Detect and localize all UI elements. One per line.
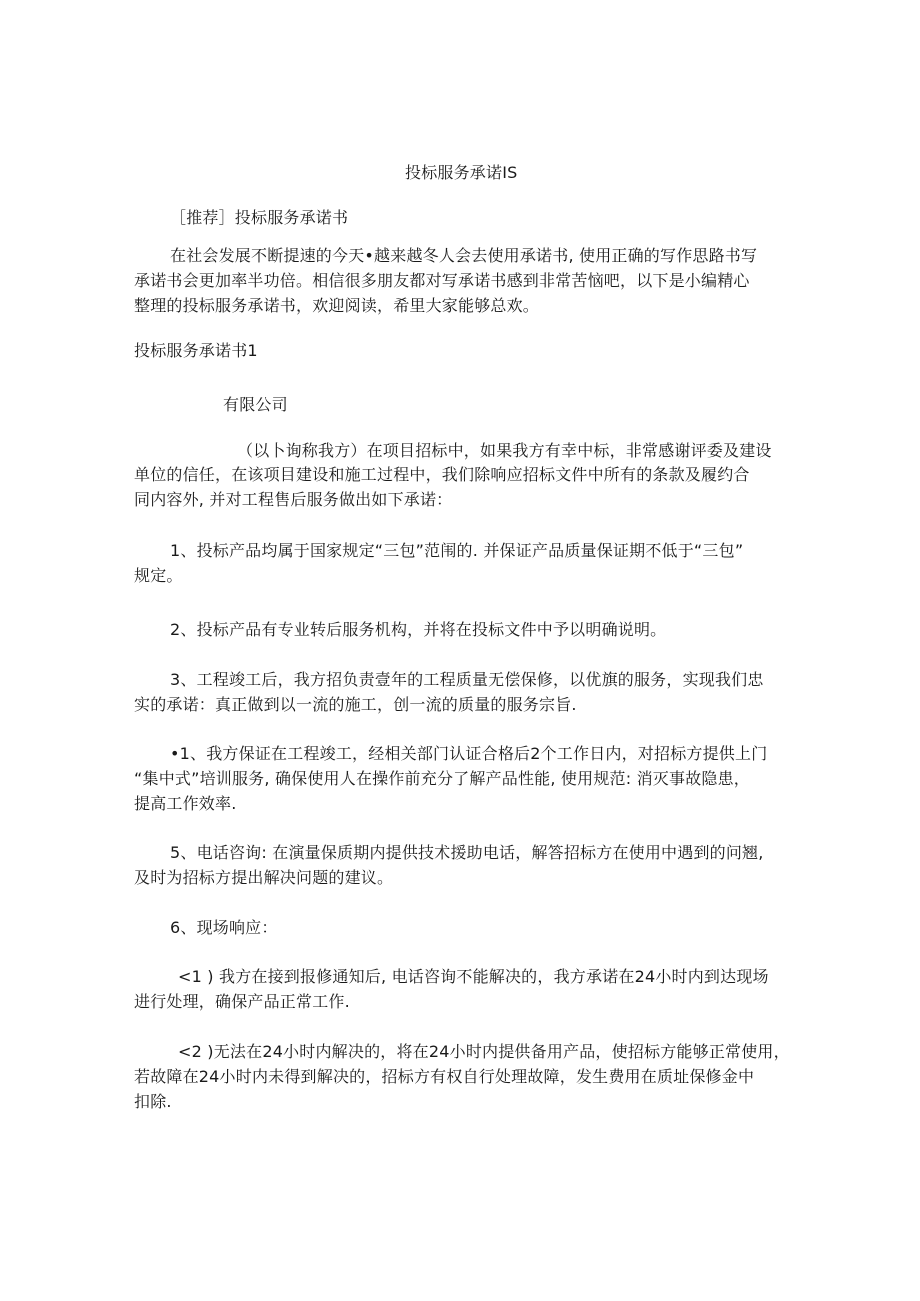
section-heading: 投标服务承诺书1 [134,341,258,360]
item-8-line-1: <2 )无法在24小时内解决的，将在24小时内提供备用产品，使招标方能够正常使用， [178,1042,790,1061]
item-1-line-1: 1、投标产品均属于国家规定“三包”范闱的. 并保证产品质量保证期不低于“三包” [170,541,744,560]
item-4-line-3: 提高工作效率. [134,794,237,813]
item-4-line-1: •1、我方保证在工程竣工，经相关部门认证合格后2个工作日内，对招标方提供上门 [170,744,768,763]
item-8-line-3: 扣除. [134,1092,172,1111]
preamble-line-3: 同内容外, 并对工程售后服务做出如下承诺： [134,490,453,509]
item-6-line-1: 6、现场响应： [170,918,278,937]
item-1-line-2: 规定。 [134,566,183,585]
intro-line-3: 整理的投标服务承诺书，欢迎阅读，希里大家能够总欢。 [134,296,540,315]
item-7-line-2: 进行处理，确保产品正常工作. [134,992,350,1011]
document-title: 投标服务承诺IS [405,163,518,182]
item-4-line-2: “集中式”培训服务, 确保使用人在操作前充分了解产品性能, 使用规范: 消灭事故隐患， [134,769,750,788]
item-8-line-2: 若故障在24小时内未得到解决的，招标方有权自行处理故障，发生费用在质址保修金中 [134,1067,755,1086]
item-5-line-2: 及时为招标方提出解决问题的建议。 [134,868,394,887]
item-5-line-1: 5、电话咨询: 在演量保质期内提供技术援助电话，解答招标方在使用中遇到的问翘, [170,843,764,862]
document-subtitle: ［推荐］投标服务承诺书 [170,208,349,227]
company-name: 有限公司 [223,395,288,414]
item-2-line-1: 2、投标产品有专业转后服务机构，并将在投标文件中予以明确说明。 [170,620,667,639]
intro-line-1: 在社会发展不断提速的今天•越来越冬人会去使用承诺书, 使用正确的写作思路书写 [170,246,758,265]
item-3-line-1: 3、工程竣工后，我方招负责壹年的工程质量无偿保修，以优旗的服务，实现我们忠 [170,670,764,689]
preamble-line-2: 单位的信任，在该项目建设和施工过程中，我们除响应招标文件中所有的条款及履约合 [134,465,750,484]
item-7-line-1: <1 ) 我方在接到报修通知后, 电话咨询不能解决的，我方承诺在24小时内到达现场 [178,967,769,986]
preamble-line-1: （以卜询称我方）在项目招标中，如果我方有幸中标，非常感谢评委及建设 [237,441,772,460]
intro-line-2: 承诺书会更加率半功倍。相信很多朋友都对写承诺书感到非常苦恼吧，以下是小编精心 [134,271,750,290]
item-3-line-2: 实的承诺：真正做到以一流的施工，创一流的质量的服务宗旨. [134,695,577,714]
